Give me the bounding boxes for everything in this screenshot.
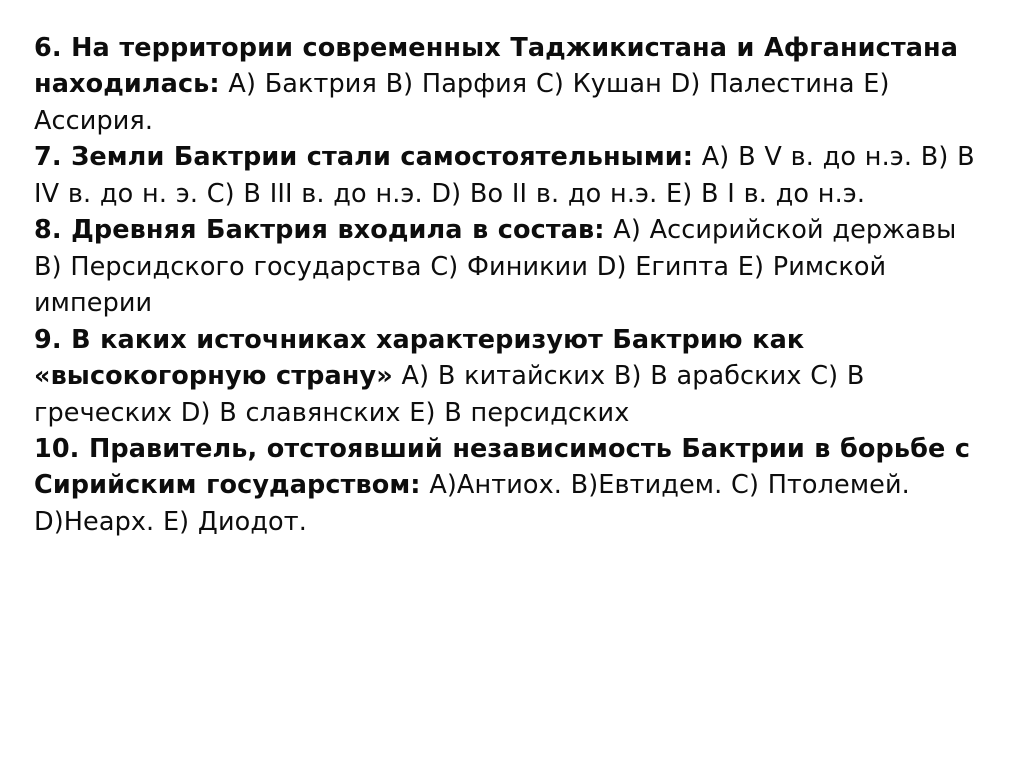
question-answers: А)Антиох. B)Евтидем. C) Птолемей. D)Неарх. E) Диодот. xyxy=(34,470,910,537)
question-prompt: 8. Древняя Бактрия входила в состав: xyxy=(34,215,605,246)
question-prompt: 6. На территории современных Таджикистана и Афганистана находилась: xyxy=(34,33,959,100)
question-item xyxy=(34,212,990,321)
question-answers: А) Бактрия B) Парфия C) Кушан D) Палестина E) Ассирия. xyxy=(34,69,890,136)
question-answers: А) В V в. до н.э. B) В IV в. до н. э. C) В III в. до н.э. D) Во II в. до н.э. E) В I в. до н.э. xyxy=(34,142,975,209)
question-answers: А) Ассирийской державы B) Персидского государства C) Финикии D) Египта E) Римской империи xyxy=(34,215,957,319)
question-answers: А) В китайских B) В арабских C) В греческих D) В славянских E) В персидских xyxy=(34,361,865,428)
question-list xyxy=(34,30,990,540)
question-item xyxy=(34,139,990,212)
question-prompt: 9. В каких источниках характеризуют Бактрию как «высокогорную страну» xyxy=(34,324,805,392)
question-item xyxy=(34,431,990,540)
question-prompt: 7. Земли Бактрии стали самостоятельными: xyxy=(34,142,694,173)
question-item xyxy=(34,322,990,431)
question-item xyxy=(34,30,990,139)
question-prompt: 10. Правитель, отстоявший независимость Бактрии в борьбе с Сирийским государством: xyxy=(34,433,971,501)
